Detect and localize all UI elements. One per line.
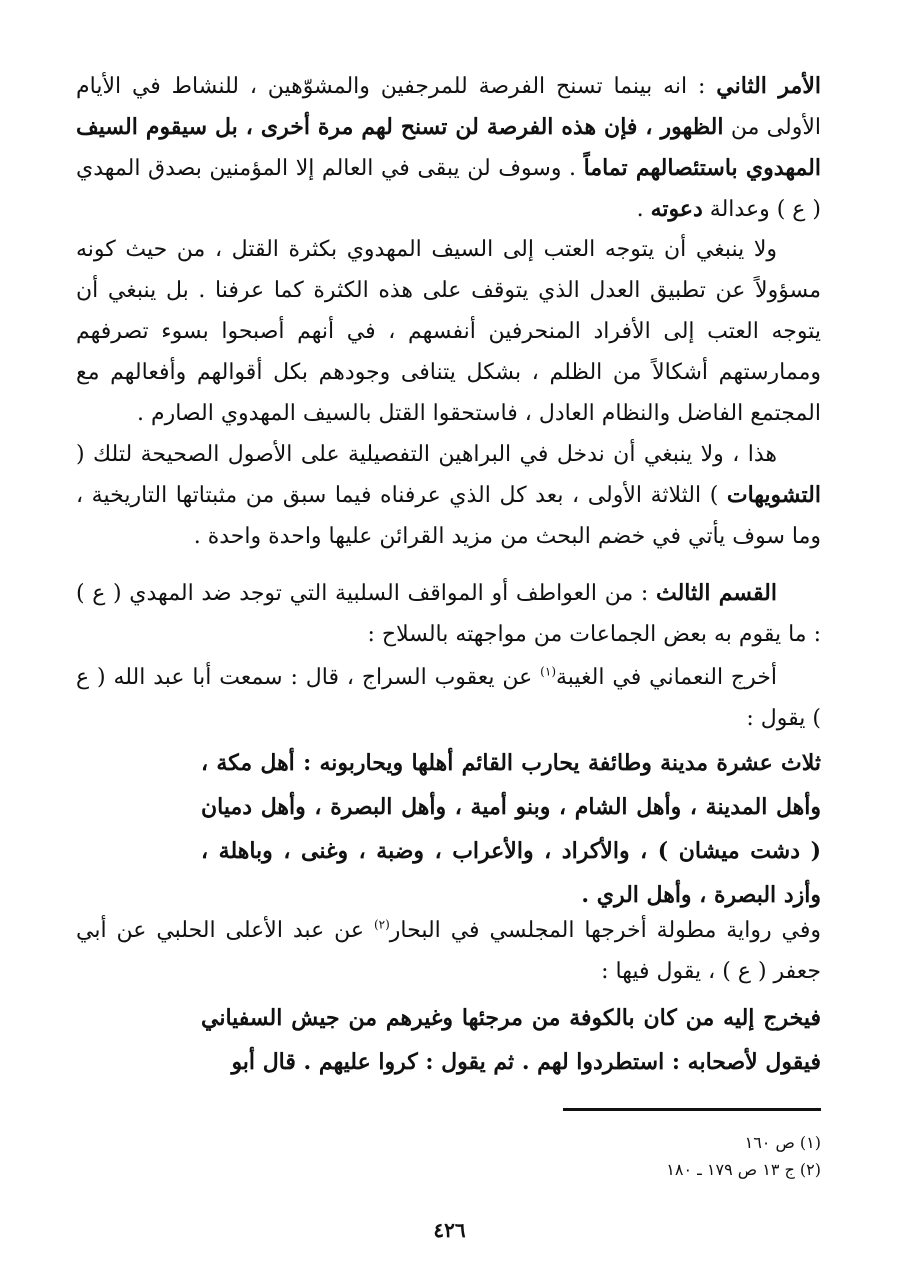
paragraph-text: أخرج النعماني في الغيبة xyxy=(556,665,777,690)
footnote-divider xyxy=(563,1108,821,1111)
paragraph-text: . xyxy=(636,197,651,222)
paragraph-excessive-killing: ولا ينبغي أن يتوجه العتب إلى السيف المهدوي بكثرة القتل ، من حيث كونه مسؤولاً عن تطبيق العدل الذي يتوقف على هذه الكثرة كما عرفنا . بل ينبغي أن يتوجه العتب إلى الأفراد المنحرفين أنفسهم ، في أنهم أصبحوا بسوء تصرفهم وممارستهم أشكالاً من الظلم ، بشكل يتنافى وجودهم بكل أقوالهم وأفعالهم مع المجتمع الفاضل والنظام العادل ، فاستحقوا القتل بالسيف المهدوي الصارم . xyxy=(76,237,822,426)
paragraph-second-matter xyxy=(76,66,821,230)
footnote-reference: (١) xyxy=(540,664,556,679)
paragraph-text: عن عبد الأعلى الحلبي عن أبي جعفر ( ع ) ، يقول فيها : xyxy=(76,918,821,984)
paragraph-bold-text: التشويهات xyxy=(726,482,821,508)
section-heading-third: القسم الثالث xyxy=(655,580,777,606)
section-heading-second-matter: الأمر الثاني xyxy=(716,73,822,99)
quoted-hadith-sufyani-army: فيخرج إليه من كان بالكوفة من مرجئها وغيرهم من جيش السفياني فيقول لأصحابه : استطردوا لهم . ثم يقول : كروا عليهم . قال أبو xyxy=(201,1005,821,1075)
paragraph-text: وفي رواية مطولة أخرجها المجلسي في البحار xyxy=(389,918,821,943)
footnote-reference: (٢) xyxy=(373,917,390,932)
footnote-1: (١) ص ١٦٠ xyxy=(744,1133,821,1152)
paragraph-numani-narration xyxy=(76,657,821,739)
footnote-2: (٢) ج ١٣ ص ١٧٩ ـ ١٨٠ xyxy=(666,1160,821,1179)
paragraph-distortions xyxy=(76,434,821,557)
paragraph-bold-text: دعوته xyxy=(650,196,703,222)
paragraph-text: : انه بينما تسنح الفرصة للمرجفين والمشوّهين ، للنشاط في الأيام الأولى من xyxy=(76,74,821,140)
paragraph-text: : من العواطف أو المواقف السلبية التي توجد ضد المهدي ( ع ) : ما يقوم به بعض الجماعات من مواجهته بالسلاح : xyxy=(76,581,821,647)
paragraph-text: ) الثلاثة الأولى ، بعد كل الذي عرفناه فيما سبق من مثبتاتها التاريخية ، وما سوف يأتي في خضم البحث من مزيد القرائن عليها واحدة واحدة . xyxy=(76,483,821,549)
paragraph-majlisi-narration xyxy=(76,910,821,992)
paragraph-text: عن يعقوب السراج ، قال : سمعت أبا عبد الله ( ع ) يقول : xyxy=(76,665,821,731)
page-number: ٤٢٦ xyxy=(433,1218,466,1242)
paragraph-third-section xyxy=(76,573,821,655)
paragraph-bold-text: الظهور ، فإن هذه الفرصة لن تسنح لهم مرة أخرى ، بل سيقوم السيف المهدوي باستئصالهم تماماً xyxy=(76,114,821,181)
paragraph-text: هذا ، ولا ينبغي أن ندخل في البراهين التفصيلية على الأصول الصحيحة لتلك ( xyxy=(76,442,777,467)
quoted-hadith-thirteen-cities: ثلاث عشرة مدينة وطائفة يحارب القائم أهلها ويحاربونه : أهل مكة ، وأهل المدينة ، وأهل الشام ، وبنو أمية ، وأهل البصرة ، وأهل دميان ( دشت ميشان ) ، والأكراد ، والأعراب ، وضبة ، وغنى ، وباهلة ، وأزد البصرة ، وأهل الري . xyxy=(201,750,821,908)
paragraph-text: . وسوف لن يبقى في العالم إلا المؤمنين بصدق المهدي ( ع ) وعدالة xyxy=(76,156,821,222)
